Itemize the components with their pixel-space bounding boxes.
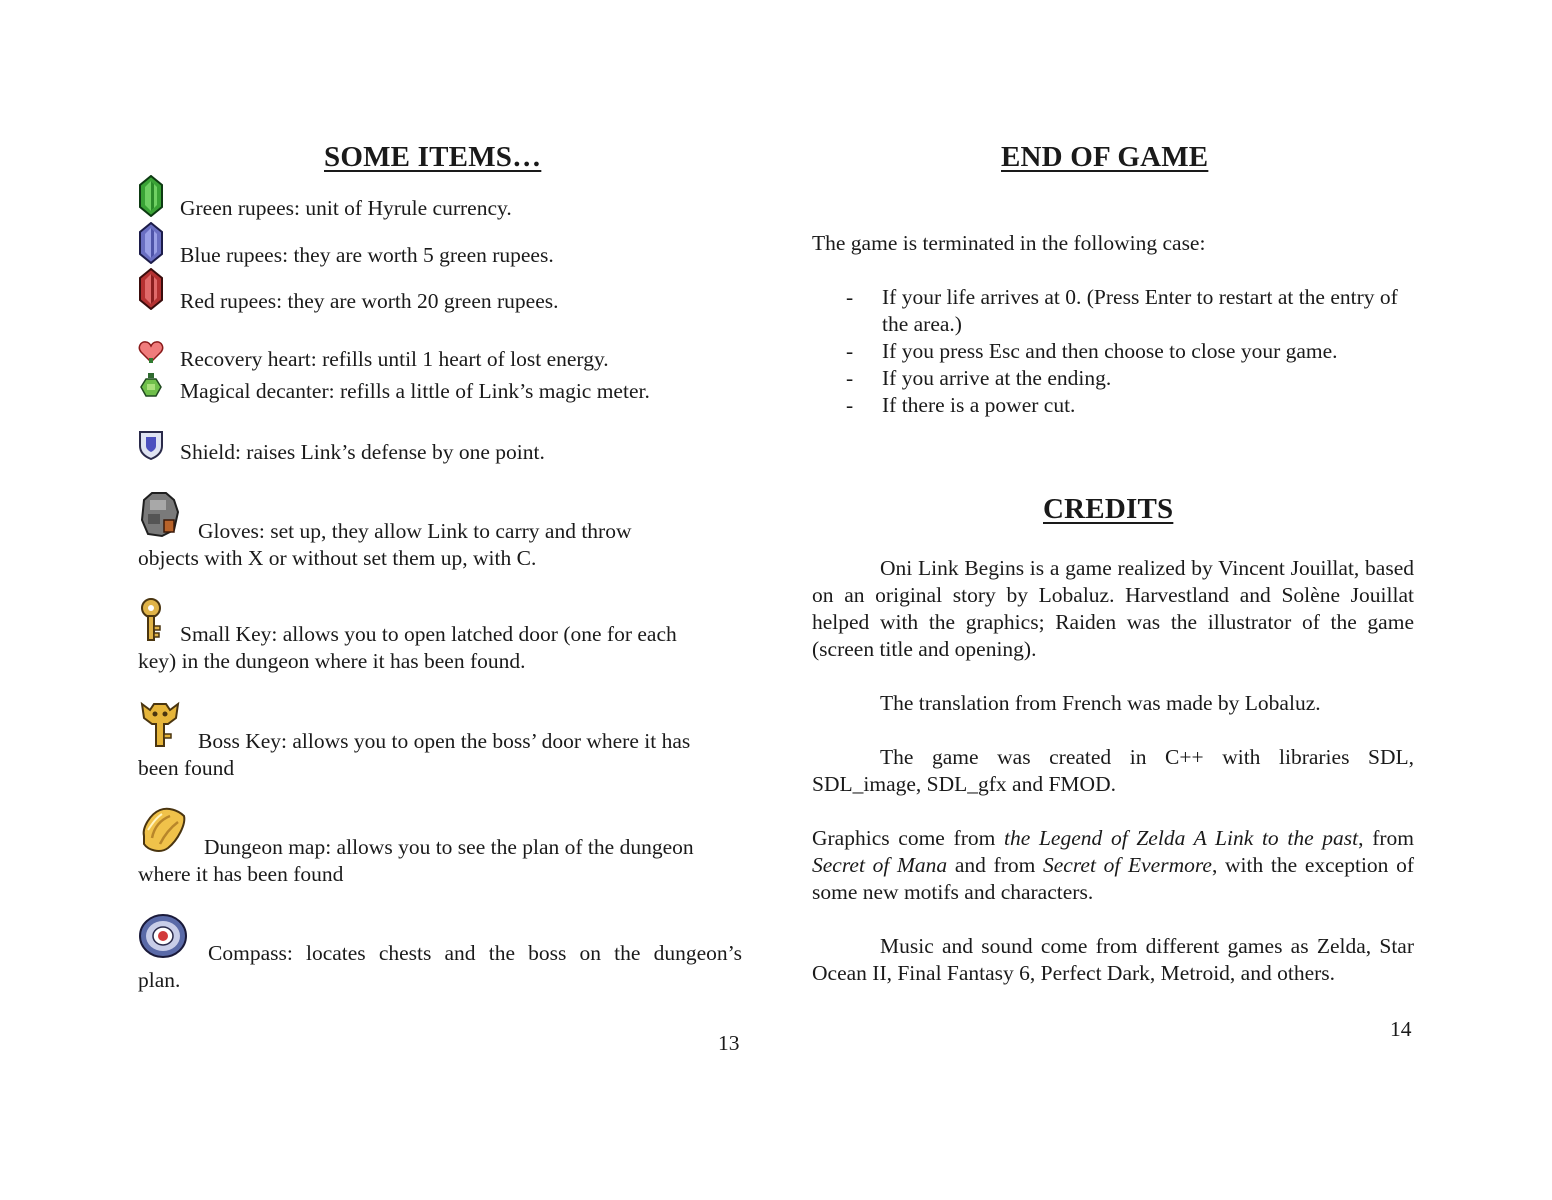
item-text-line1: Boss Key: allows you to open the boss’ door where it has bbox=[198, 729, 691, 753]
credits-paragraph: The game was created in C++ with libraries SDL, SDL_image, SDL_gfx and FMOD. bbox=[812, 745, 1414, 796]
end-of-game-heading: END OF GAME bbox=[1001, 141, 1209, 173]
item-text-line1: Small Key: allows you to open latched door (one for each bbox=[180, 622, 677, 646]
item-text-line2: where it has been found bbox=[138, 862, 344, 886]
shield-icon bbox=[138, 430, 164, 460]
item-text-line2: been found bbox=[138, 756, 235, 780]
recovery-heart-icon bbox=[138, 340, 164, 364]
compass-icon bbox=[138, 912, 188, 960]
item-text: Blue rupees: they are worth 5 green rupees. bbox=[180, 243, 554, 267]
item-text: Recovery heart: refills until 1 heart of lost energy. bbox=[180, 347, 609, 371]
dungeon-map-icon bbox=[138, 806, 188, 856]
item-text-line1: Dungeon map: allows you to see the plan of the dungeon bbox=[204, 835, 694, 859]
item-text: Green rupees: unit of Hyrule currency. bbox=[180, 196, 512, 220]
end-intro: The game is terminated in the following case: bbox=[812, 231, 1206, 255]
credits-heading: CREDITS bbox=[1043, 493, 1174, 525]
list-item: - If your life arrives at 0. (Press Enter to restart at the entry of the area.) bbox=[846, 285, 1398, 336]
right-page bbox=[812, 0, 1414, 1200]
item-text: Red rupees: they are worth 20 green rupees. bbox=[180, 289, 559, 313]
green-rupee-icon bbox=[138, 175, 164, 217]
blue-rupee-icon bbox=[138, 222, 164, 264]
gloves-icon bbox=[138, 490, 182, 538]
red-rupee-icon bbox=[138, 268, 164, 310]
magic-decanter-icon bbox=[138, 372, 164, 398]
list-item: - If you press Esc and then choose to close your game. bbox=[846, 339, 1338, 363]
boss-key-icon bbox=[138, 700, 182, 750]
item-text: Magical decanter: refills a little of Link’s magic meter. bbox=[180, 379, 650, 403]
some-items-heading: SOME ITEMS… bbox=[324, 141, 542, 173]
page-number: 14 bbox=[1390, 1017, 1412, 1041]
item-text: Shield: raises Link’s defense by one point. bbox=[180, 440, 545, 464]
item-text-line1: Gloves: set up, they allow Link to carry and throw bbox=[198, 519, 632, 543]
credits-paragraph: The translation from French was made by Lobaluz. bbox=[880, 691, 1321, 715]
item-text-line1: Compass: locates chests and the boss on the dungeon’s bbox=[208, 941, 742, 965]
page-number: 13 bbox=[718, 1031, 740, 1055]
item-text-line2: key) in the dungeon where it has been found. bbox=[138, 649, 526, 673]
end-cases-list bbox=[812, 284, 1414, 419]
left-page bbox=[138, 0, 742, 1200]
list-item: - If there is a power cut. bbox=[846, 393, 1076, 417]
list-item: - If you arrive at the ending. bbox=[846, 366, 1112, 390]
credits-paragraph: Graphics come from the Legend of Zelda A Link to the past, from Secret of Mana and from Secret of Evermore, with the exception of some new motifs and characters. bbox=[812, 826, 1414, 904]
small-key-icon bbox=[138, 598, 164, 642]
item-text-line2: plan. bbox=[138, 968, 181, 992]
credits-paragraph: Oni Link Begins is a game realized by Vincent Jouillat, based on an original story by Lobaluz. Harvestland and Solène Jouillat helped with the graphics; Raiden was the illustrator of the game (screen title and opening). bbox=[812, 556, 1414, 661]
item-text-line2: objects with X or without set them up, with C. bbox=[138, 546, 537, 570]
credits-paragraph: Music and sound come from different games as Zelda, Star Ocean II, Final Fantasy 6, Perfect Dark, Metroid, and others. bbox=[812, 934, 1414, 985]
